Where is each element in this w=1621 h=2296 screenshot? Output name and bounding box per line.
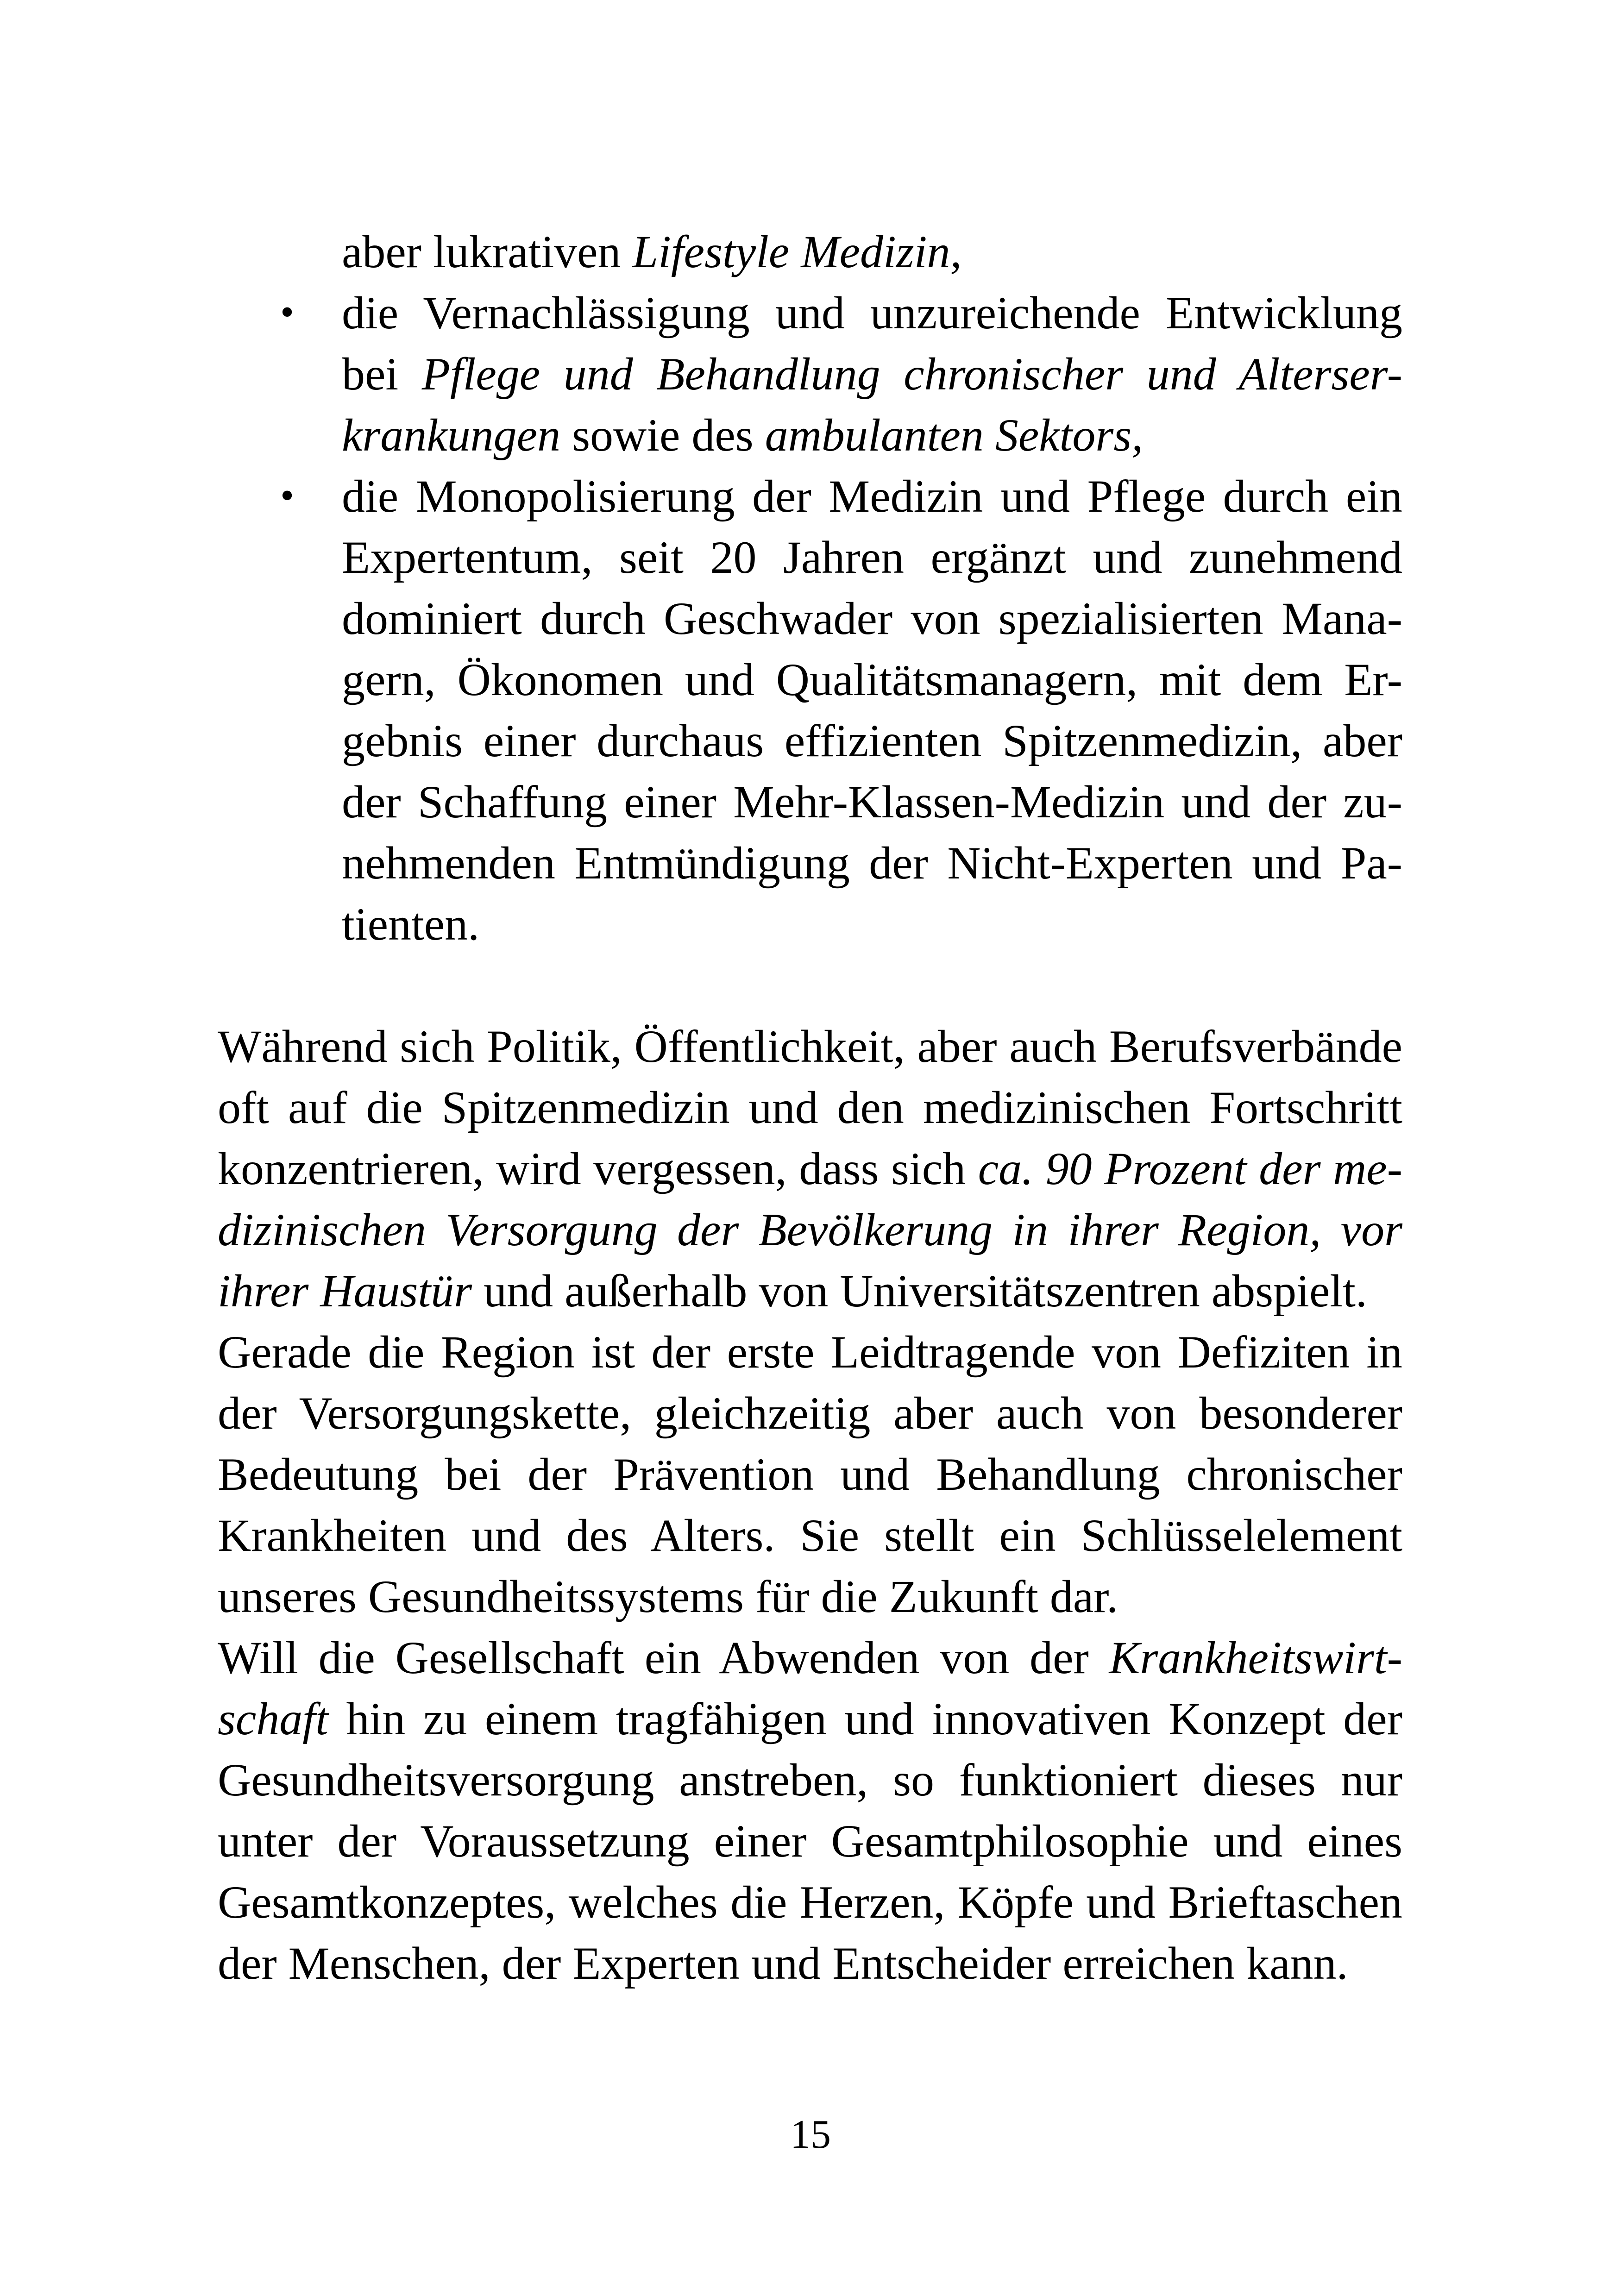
bullet-item-monopolisierung-line: Expertentum, seit 20 Jahren ergänzt und zunehmend [342,532,1402,583]
paragraph-line: der Versorgungskette, gleichzeitig aber auch von besonderer [218,1387,1402,1439]
paragraph-line: Gesundheitsversorgung anstreben, so funktioniert dieses nur [218,1754,1402,1806]
bullet-point-icon: • [277,294,297,332]
paragraph-line: Bedeutung bei der Prävention und Behandlung chronischer [218,1449,1402,1500]
paragraph-line: unter der Voraussetzung einer Gesamtphilosophie und eines [218,1815,1402,1867]
paragraph-line: unseres Gesundheitssystems für die Zukunft dar. [218,1571,1118,1622]
bullet-item-monopolisierung-line: tienten. [342,898,480,950]
paragraph-line: der Menschen, der Experten und Entscheider erreichen kann. [218,1938,1348,1989]
bullet-continuation-line [342,221,1402,282]
paragraph-line: Krankheiten und des Alters. Sie stellt ein Schlüsselelement [218,1510,1402,1561]
bullet-item-monopolisierung-line: gern, Ökonomen und Qualitätsmanagern, mit dem Er- [342,654,1402,705]
paragraph-line: Will die Gesellschaft ein Abwenden von der Krankheitswirt- [218,1632,1402,1683]
paragraph-line: dizinischen Versorgung der Bevölkerung in ihrer Region, vor [218,1204,1402,1255]
bullet-item-monopolisierung-line: dominiert durch Geschwader von spezialisierten Mana- [342,593,1402,644]
bullet-item-vernachlaessigung-line: krankungen sowie des ambulanten Sektors, [342,409,1143,461]
continuation-text: aber lukrativen [342,226,633,277]
paragraph-line: oft auf die Spitzenmedizin und den medizinischen Fortschritt [218,1082,1402,1133]
paragraph-line: schaft hin zu einem tragfähigen und innovativen Konzept der [218,1693,1402,1744]
bullet-item-vernachlaessigung-line: bei Pflege und Behandlung chronischer und Alterser- [342,348,1403,400]
bullet-item-monopolisierung-line: nehmenden Entmündigung der Nicht-Experten und Pa- [342,837,1402,889]
paragraph-line: Gerade die Region ist der erste Leidtragende von Defiziten in [218,1326,1402,1378]
paragraph-line: Während sich Politik, Öffentlichkeit, aber auch Berufsverbände [218,1021,1402,1072]
bullet-item-vernachlaessigung-line: die Vernachlässigung und unzureichende Entwicklung [342,287,1402,339]
bullet-item-monopolisierung-line: die Monopolisierung der Medizin und Pflege durch ein [342,470,1402,522]
paragraph-line: konzentrieren, wird vergessen, dass sich ca. 90 Prozent der me- [218,1143,1402,1194]
continuation-italic: Lifestyle Medizin, [632,226,962,277]
bullet-point-icon: • [277,477,297,515]
bullet-item-monopolisierung-line: gebnis einer durchaus effizienten Spitzenmedizin, aber [342,715,1402,766]
paragraph-line: Gesamtkonzeptes, welches die Herzen, Köpfe und Brieftaschen [218,1876,1402,1928]
paragraph-line: ihrer Haustür und außerhalb von Universitätszentren abspielt. [218,1265,1367,1317]
bullet-item-monopolisierung-line: der Schaffung einer Mehr-Klassen-Medizin und der zu- [342,776,1402,828]
page-number: 15 [790,2112,831,2157]
